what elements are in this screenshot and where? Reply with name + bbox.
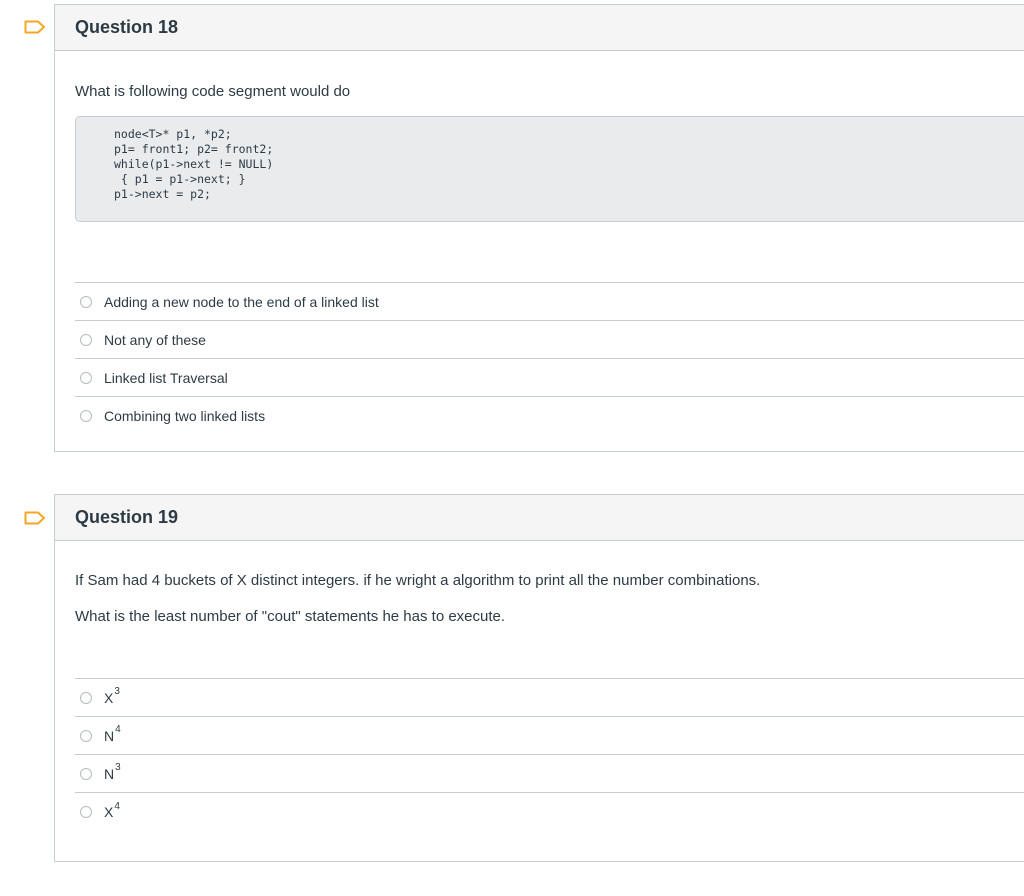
radio-button-icon[interactable]: [80, 334, 92, 346]
answer-option[interactable]: [75, 755, 1024, 793]
flag-question-19-icon[interactable]: [24, 511, 46, 525]
question-title: Question 18: [75, 17, 179, 37]
answer-base: X: [104, 804, 114, 820]
radio-button-icon[interactable]: [80, 768, 92, 780]
radio-button-icon[interactable]: [80, 296, 92, 308]
code-line: while(p1->next != NULL): [114, 157, 274, 171]
answer-option[interactable]: [75, 283, 1024, 321]
radio-button-icon[interactable]: [80, 806, 92, 818]
answer-label: Linked list Traversal: [104, 369, 228, 386]
answer-label: Adding a new node to the end of a linked list: [104, 293, 379, 310]
answer-exponent: 4: [114, 800, 120, 812]
radio-button-icon[interactable]: [80, 730, 92, 742]
answer-option[interactable]: [75, 397, 1024, 435]
code-line: node<T>* p1, *p2;: [114, 127, 232, 141]
radio-button-icon[interactable]: [80, 692, 92, 704]
question-18: [54, 4, 1024, 452]
question-prompt-line: What is the least number of "cout" statements he has to execute.: [75, 608, 506, 625]
code-block: [75, 116, 1024, 222]
answer-base: N: [104, 727, 115, 744]
code-line: p1= front1; p2= front2;: [114, 142, 274, 156]
flag-question-18-icon[interactable]: [24, 20, 46, 34]
question-header: [55, 5, 1024, 51]
code-line: p1->next = p2;: [114, 187, 211, 201]
answer-option[interactable]: [75, 717, 1024, 755]
question-19: [54, 494, 1024, 862]
answer-option[interactable]: [75, 679, 1024, 717]
answer-exponent: 3: [114, 686, 120, 697]
question-title: Question 19: [75, 507, 179, 527]
answer-option[interactable]: [75, 793, 1024, 831]
answer-option[interactable]: [75, 359, 1024, 397]
radio-button-icon[interactable]: [80, 410, 92, 422]
answer-list: [75, 678, 1024, 831]
code-line: { p1 = p1->next; }: [114, 172, 246, 186]
question-prompt-line: If Sam had 4 buckets of X distinct integers. if he wright a algorithm to print all the number combinations.: [75, 572, 761, 589]
question-prompt: What is following code segment would do: [75, 83, 351, 100]
answer-list: [75, 282, 1024, 435]
answer-exponent: 3: [115, 762, 121, 773]
answer-exponent: 4: [115, 724, 121, 735]
answer-label: Combining two linked lists: [104, 408, 266, 424]
answer-label: Not any of these: [104, 331, 206, 348]
question-header: [55, 495, 1024, 541]
radio-button-icon[interactable]: [80, 372, 92, 384]
answer-option[interactable]: [75, 321, 1024, 359]
answer-base: X: [104, 689, 114, 706]
answer-base: N: [104, 765, 115, 782]
